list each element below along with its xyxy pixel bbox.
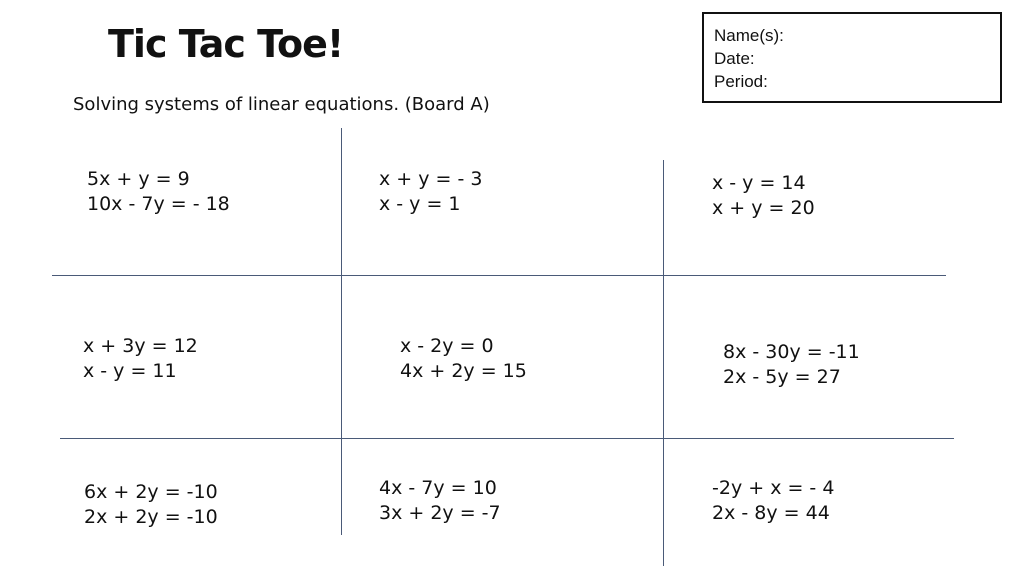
board-cell-2 <box>379 167 482 217</box>
cell-7-equation-2: 2x + 2y = -10 <box>84 506 218 528</box>
grid-horizontal-line-bottom <box>60 438 954 439</box>
board-cell-9 <box>712 476 834 526</box>
cell-2-equation-2: x - y = 1 <box>379 193 461 215</box>
cell-1-equation-2: 10x - 7y = - 18 <box>87 193 230 215</box>
cell-3-equation-1: x - y = 14 <box>712 172 806 194</box>
date-label: Date: <box>714 49 755 68</box>
grid-vertical-line-right <box>663 160 664 566</box>
board-cell-6 <box>723 340 860 390</box>
cell-9-equation-1: -2y + x = - 4 <box>712 477 835 499</box>
cell-3-equation-2: x + y = 20 <box>712 197 815 219</box>
board-cell-7 <box>84 480 218 530</box>
grid-horizontal-line-top <box>52 275 946 276</box>
board-cell-4 <box>83 334 198 384</box>
cell-8-equation-1: 4x - 7y = 10 <box>379 477 497 499</box>
cell-4-equation-1: x + 3y = 12 <box>83 335 198 357</box>
cell-5-equation-2: 4x + 2y = 15 <box>400 360 527 382</box>
board-cell-3 <box>712 171 815 221</box>
cell-1-equation-1: 5x + y = 9 <box>87 168 190 190</box>
cell-4-equation-2: x - y = 11 <box>83 360 177 382</box>
grid-vertical-line-left <box>341 128 342 535</box>
worksheet-subtitle: Solving systems of linear equations. (Board A) <box>73 94 490 115</box>
student-info-box <box>702 12 1002 103</box>
cell-6-equation-2: 2x - 5y = 27 <box>723 366 841 388</box>
cell-7-equation-1: 6x + 2y = -10 <box>84 481 218 503</box>
cell-6-equation-1: 8x - 30y = -11 <box>723 341 860 363</box>
cell-5-equation-1: x - 2y = 0 <box>400 335 494 357</box>
board-cell-5 <box>400 334 527 384</box>
board-cell-8 <box>379 476 501 526</box>
cell-2-equation-1: x + y = - 3 <box>379 168 483 190</box>
board-cell-1 <box>87 167 230 217</box>
cell-9-equation-2: 2x - 8y = 44 <box>712 502 830 524</box>
cell-8-equation-2: 3x + 2y = -7 <box>379 502 501 524</box>
worksheet-title: Tic Tac Toe! <box>108 22 344 66</box>
name-label: Name(s): <box>714 26 784 45</box>
period-label: Period: <box>714 72 768 91</box>
